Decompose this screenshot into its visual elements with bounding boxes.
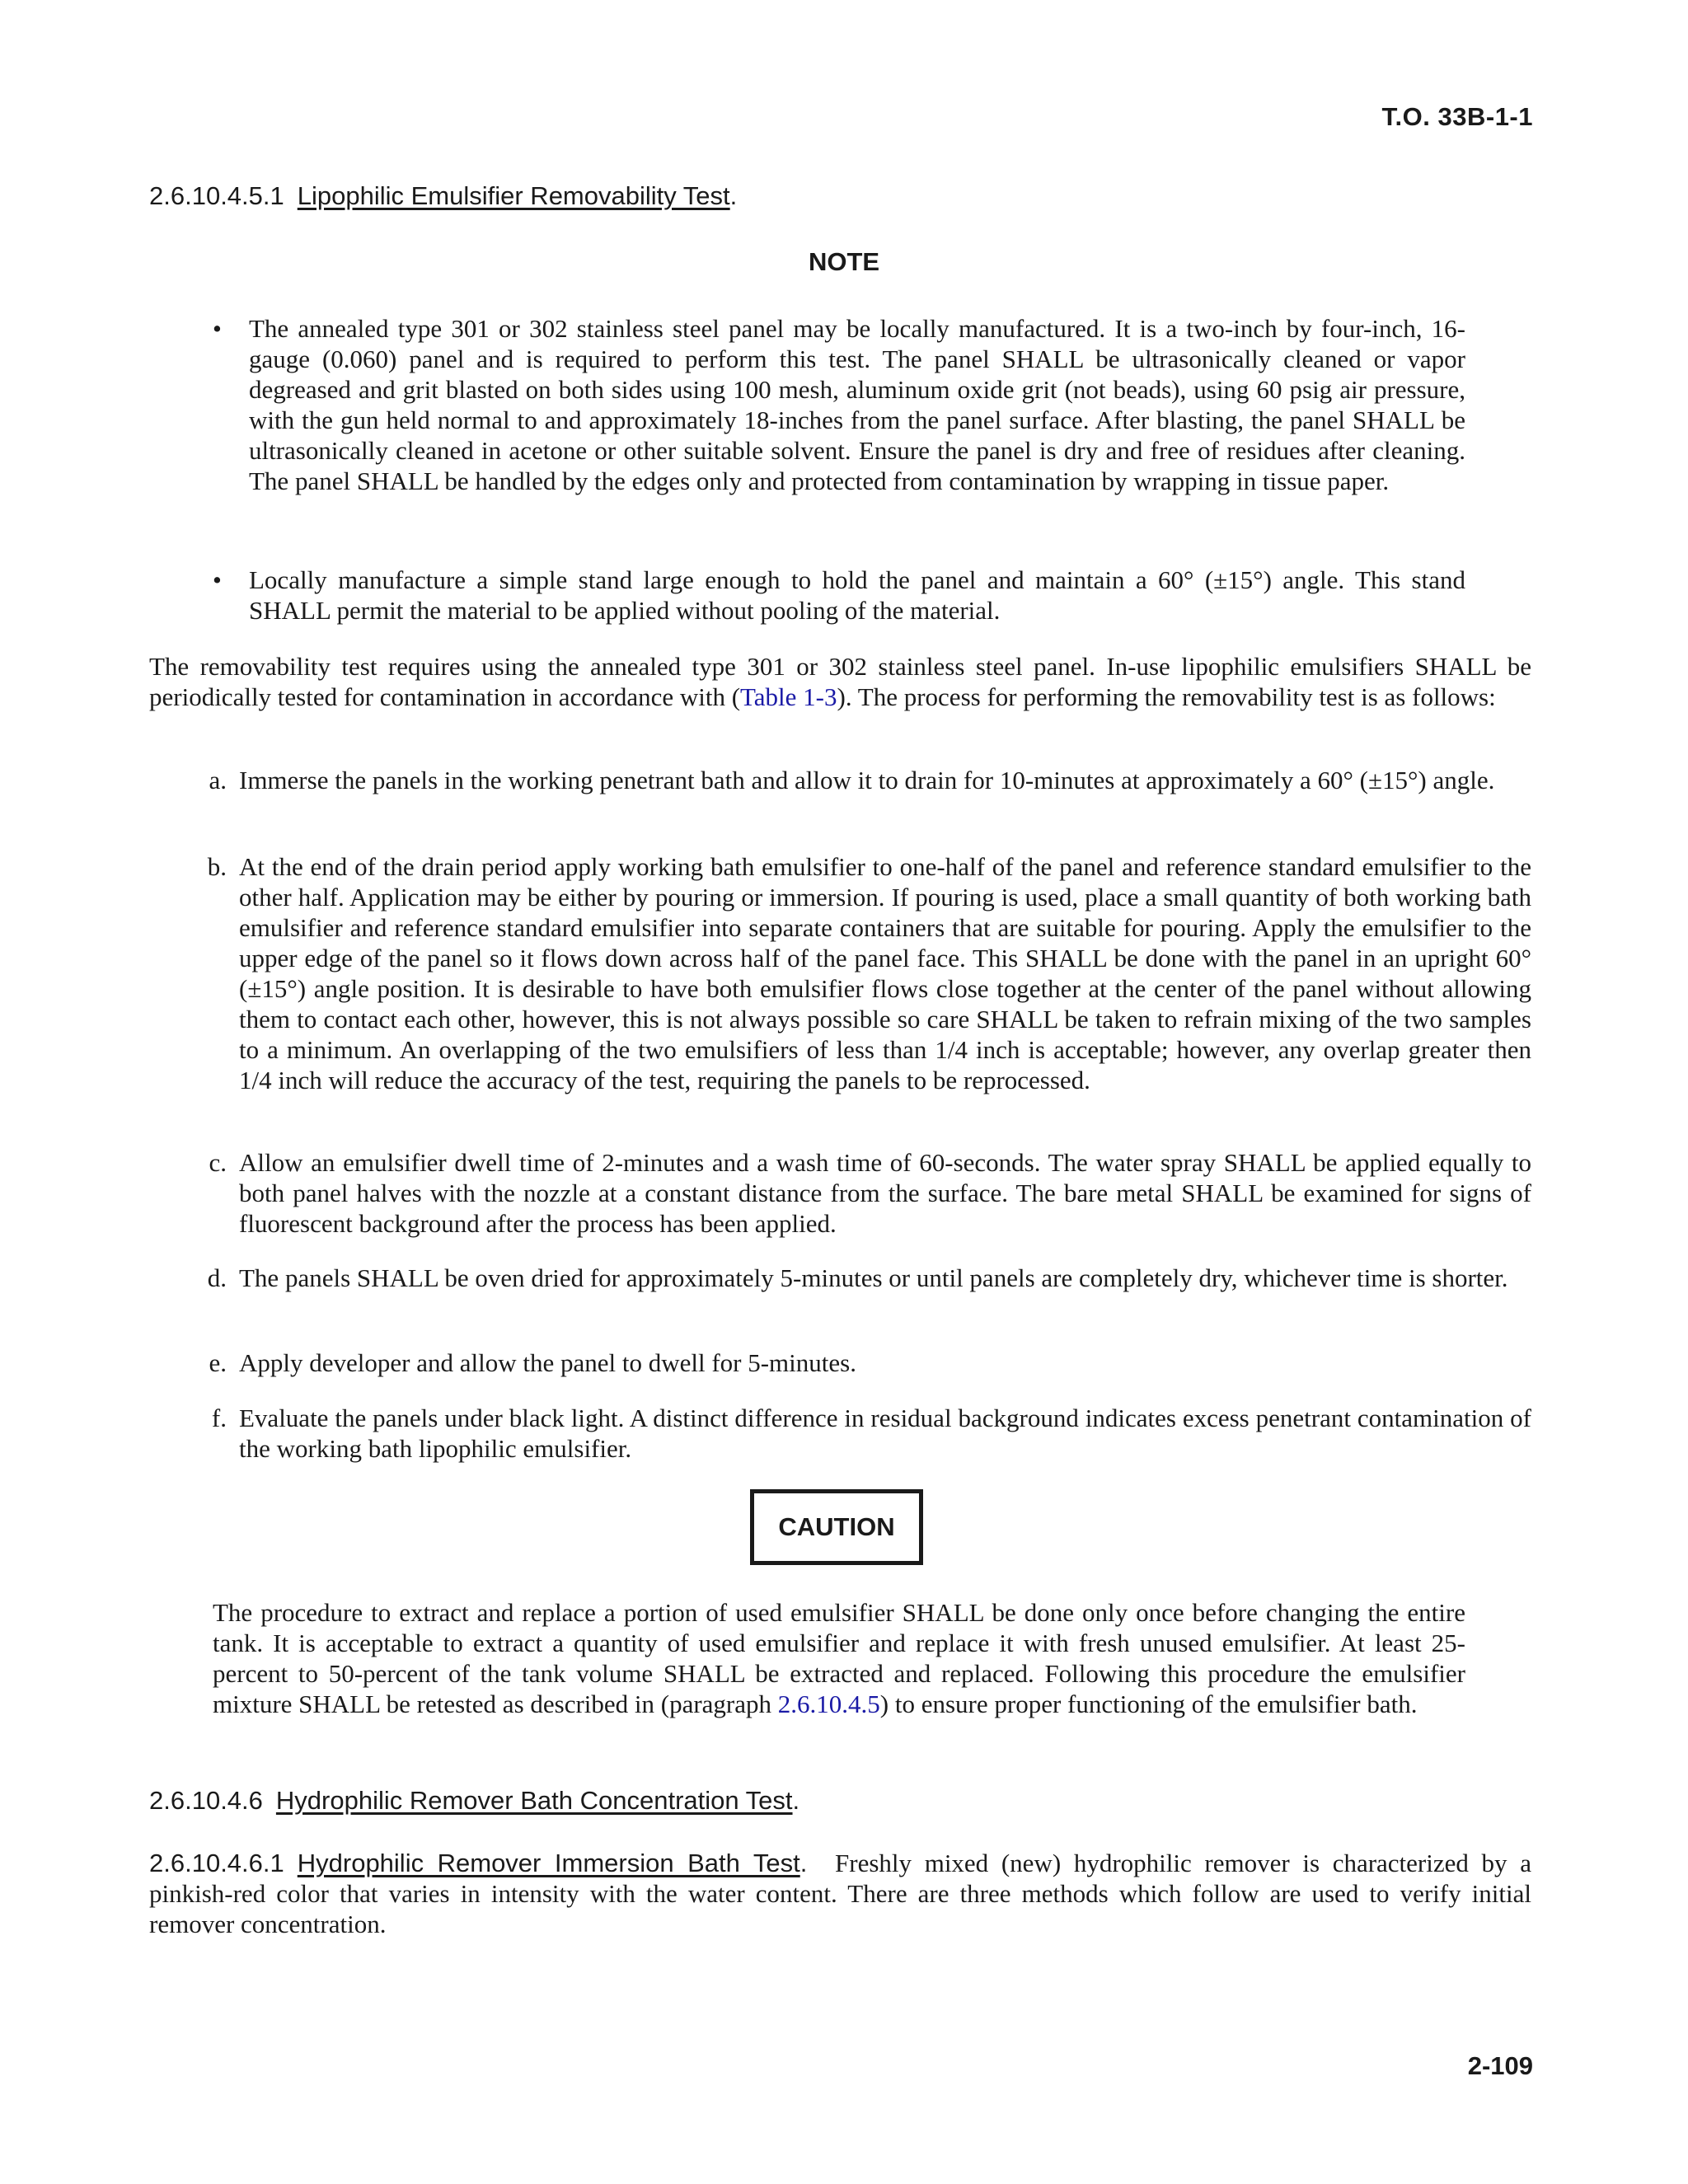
table-1-3-link[interactable]: Table 1-3	[740, 682, 837, 711]
section-heading-removability	[149, 180, 737, 213]
step-text: Immerse the panels in the working penetrant bath and allow it to drain for 10-minutes at approximately a 60° (±15°) angle.	[239, 766, 1495, 794]
step-text: Evaluate the panels under black light. A distinct difference in residual background indicates excess penetrant contamination of the working bath lipophilic emulsifier.	[239, 1404, 1531, 1463]
bullet-icon: •	[213, 314, 222, 343]
paragraph-2-6-10-4-5-link[interactable]: 2.6.10.4.5	[777, 1690, 880, 1718]
section-title-period: .	[799, 1849, 808, 1877]
step-item	[149, 1147, 1531, 1239]
step-marker: c.	[209, 1148, 227, 1177]
section-number: 2.6.10.4.6.1	[149, 1849, 284, 1877]
step-text: Apply developer and allow the panel to dwell for 5-minutes.	[239, 1348, 856, 1377]
page-number: 2-109	[1467, 2051, 1533, 2080]
step-item	[149, 851, 1531, 1095]
step-item	[149, 1347, 1531, 1378]
step-text: At the end of the drain period apply working bath emulsifier to one-half of the panel and reference standard emulsifier to the other half. Application may be either by pouring or immersion. If pouring is used, place a small quantity of both working bath emulsifier and reference standard emulsifier into separate containers that are suitable for pouring. Apply the emulsifier to the upper edge of the panel so it flows down across half of the panel face. This SHALL be done with the panel in an upright 60° (±15°) angle position. It is desirable to have both emulsifier flows close together at the center of the panel without allowing them to contact each other, however, this is not always possible so care SHALL be taken to refrain mixing of the two samples to a minimum. An overlapping of the two emulsifiers of less than 1/4 inch is acceptable; however, any overlap greater then 1/4 inch will reduce the accuracy of the test, requiring the panels to be reprocessed.	[239, 852, 1531, 1094]
step-marker: d.	[207, 1263, 227, 1292]
intro-text: The removability test requires using the annealed type 301 or 302 stainless steel panel. In-use lipophilic emulsifiers SHALL be periodically tested for contamination in accordance with (	[149, 652, 1531, 711]
bullet-icon: •	[213, 565, 222, 594]
section-heading-hydrophilic-concentration	[149, 1784, 799, 1817]
section-title: Hydrophilic Remover Bath Concentration Test	[275, 1786, 793, 1815]
step-text: The panels SHALL be oven dried for approximately 5-minutes or until panels are completely dry, whichever time is shorter.	[239, 1263, 1508, 1292]
section-title: Lipophilic Emulsifier Removability Test	[297, 181, 730, 210]
step-item	[149, 1263, 1531, 1293]
step-marker: e.	[209, 1348, 227, 1377]
section-title: Hydrophilic Remover Immersion Bath Test	[297, 1849, 800, 1877]
step-item	[149, 765, 1531, 795]
step-marker: f.	[211, 1404, 227, 1432]
section-number: 2.6.10.4.6	[149, 1786, 263, 1815]
section-paragraph-immersion-bath	[149, 1848, 1531, 1939]
note-bullet-item	[213, 313, 1465, 496]
step-item	[149, 1403, 1531, 1464]
intro-text-end: ). The process for performing the removability test is as follows:	[837, 682, 1496, 711]
note-bullet-item	[213, 565, 1465, 626]
step-marker: b.	[207, 852, 227, 881]
section-body: Freshly mixed (new) hydrophilic remover is characterized by a pinkish-red color that varies in intensity with the water content. There are three methods which follow are used to verify initial remover concentration.	[149, 1849, 1531, 1938]
section-title-period: .	[729, 181, 738, 210]
caution-label: CAUTION	[750, 1489, 923, 1565]
note-label: NOTE	[808, 247, 880, 276]
step-text: Allow an emulsifier dwell time of 2-minutes and a wash time of 60-seconds. The water spray SHALL be applied equally to both panel halves with the nozzle at a constant distance from the surface. The bare metal SHALL be examined for signs of fluorescent background after the process has been applied.	[239, 1148, 1531, 1238]
caution-text	[213, 1597, 1465, 1719]
caution-body: The procedure to extract and replace a portion of used emulsifier SHALL be done only once before changing the entire tank. It is acceptable to extract a quantity of used emulsifier and replace it with fresh unused emulsifier. At least 25-percent to 50-percent of the tank volume SHALL be extracted and replaced. Following this procedure the emulsifier mixture SHALL be retested as described in (paragraph	[213, 1598, 1465, 1718]
section-number: 2.6.10.4.5.1	[149, 181, 284, 210]
section-title-period: .	[792, 1786, 800, 1815]
intro-paragraph	[149, 651, 1531, 712]
step-marker: a.	[209, 766, 227, 794]
note-bullet-text: The annealed type 301 or 302 stainless steel panel may be locally manufactured. It is a two-inch by four-inch, 16-gauge (0.060) panel and is required to perform this test. The panel SHALL be ultrasonically cleaned or vapor degreased and grit blasted on both sides using 100 mesh, aluminum oxide grit (not beads), using 60 psig air pressure, with the gun held normal to and approximately 18-inches from the panel surface. After blasting, the panel SHALL be ultrasonically cleaned in acetone or other suitable solvent. Ensure the panel is dry and free of residues after cleaning. The panel SHALL be handled by the edges only and protected from contamination by wrapping in tissue paper.	[249, 314, 1465, 495]
document-id: T.O. 33B-1-1	[1381, 102, 1533, 131]
note-bullet-text: Locally manufacture a simple stand large enough to hold the panel and maintain a 60° (±15°) angle. This stand SHALL permit the material to be applied without pooling of the material.	[249, 565, 1465, 625]
caution-body-end: ) to ensure proper functioning of the emulsifier bath.	[879, 1690, 1418, 1718]
